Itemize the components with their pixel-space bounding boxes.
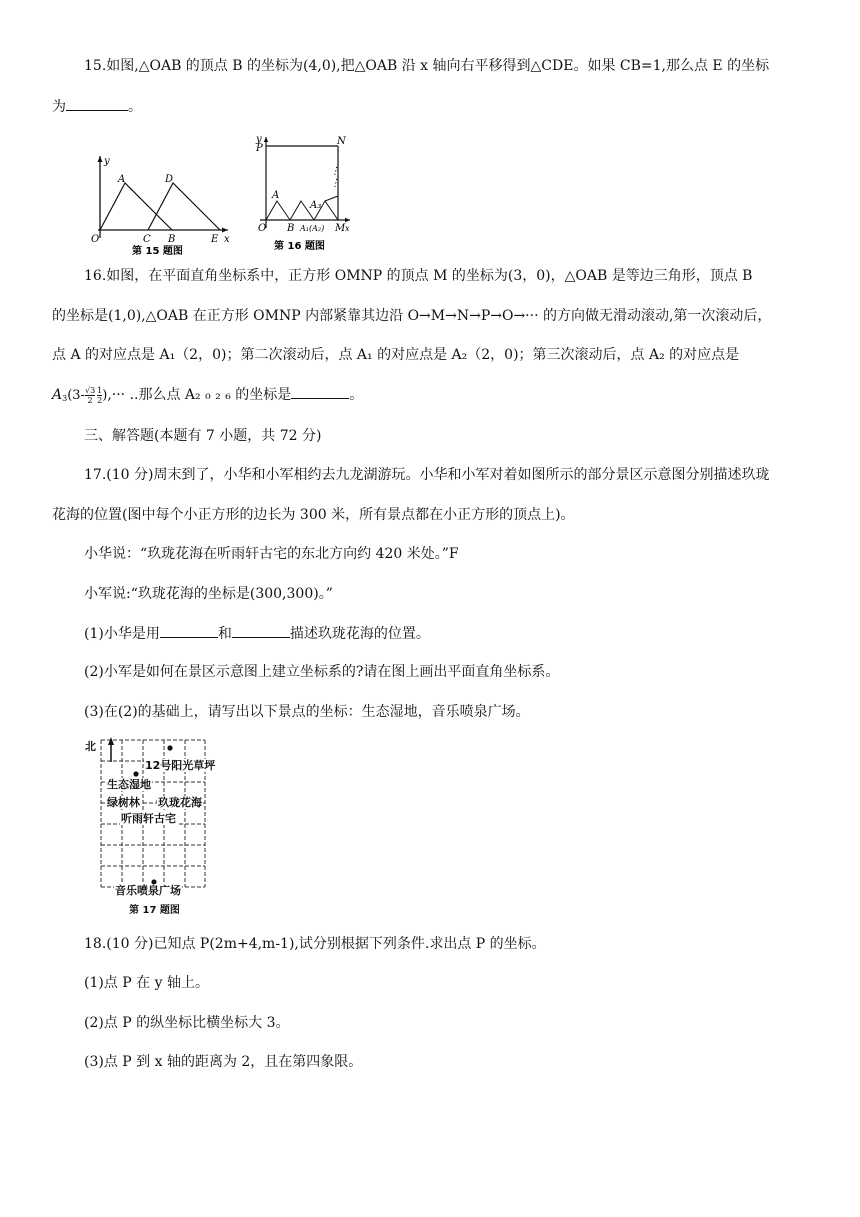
- fig17-label-wetland: 生态湿地: [107, 778, 151, 791]
- fig17-north-arrowhead: [108, 737, 114, 745]
- q16-line1: 16.如图，在平面直角坐标系中，正方形 OMNP 的顶点 M 的坐标为(3，0)，△OAB 是等边三角形，顶点 B: [84, 268, 753, 284]
- q15-line1: 15.如图,△OAB 的顶点 B 的坐标为(4,0),把△OAB 沿 x 轴向右平移得到△CDE。如果 CB=1,那么点 E 的坐标: [84, 58, 770, 74]
- q16-a3-sub: 3: [62, 394, 68, 403]
- q17-part1-prefix: (1)小华是用: [84, 626, 160, 642]
- q15-line2-prefix: 为: [52, 99, 66, 115]
- q17-line1: 17.(10 分)周末到了，小华和小军相约去九龙湖游玩。小华和小军对着如图所示的部分景区示意图分别描述玖珑: [84, 467, 770, 483]
- q17-part3: (3)在(2)的基础上，请写出以下景点的坐标：生态湿地，音乐喷泉广场。: [84, 704, 530, 720]
- q16-line2: 的坐标是(1,0),△OAB 在正方形 OMNP 内部紧靠其边沿 O→M→N→P→O→··· 的方向做无滑动滚动,第一次滚动后，: [52, 308, 772, 324]
- q18-part2: (2)点 P 的纵坐标比横坐标大 3。: [84, 1015, 290, 1031]
- fig15-label-e: E: [211, 234, 219, 245]
- fig17-label-house: 听雨轩古宅: [121, 812, 176, 825]
- fig16-dots-2: ⋮: [330, 178, 340, 189]
- fig17-label-lawn: 12号阳光草坪: [145, 759, 216, 772]
- figure-16: [252, 134, 352, 256]
- fig17-label-forest: 绿树林: [107, 796, 140, 809]
- q17-part1-blank-2[interactable]: [232, 623, 290, 638]
- fig15-label-a: A: [118, 174, 126, 185]
- fig17-point-lawn: [167, 745, 172, 750]
- fig16-label-x: x: [345, 224, 350, 233]
- fig16-x-arrow: [345, 218, 350, 222]
- fig15-label-c: C: [143, 234, 151, 245]
- fig16-label-m: M: [335, 223, 346, 234]
- q17-part2: (2)小军是如何在景区示意图上建立坐标系的?请在图上画出平面直角坐标系。: [84, 664, 560, 680]
- section-3-heading: 三、解答题(本题有 7 小题，共 72 分): [84, 428, 322, 444]
- q16-line3: 点 A 的对应点是 A₁（2，0)；第二次滚动后，点 A₁ 的对应点是 A₂（2，0)；第三次滚动后，点 A₂ 的对应点是: [52, 347, 740, 363]
- q17-part1-mid: 和: [217, 626, 232, 642]
- q16-frac-sqrt3-2: $\frac{√3}{2}$: [84, 385, 96, 405]
- q16-a3-letter: A: [52, 387, 63, 403]
- q18-part1: (1)点 P 在 y 轴上。: [84, 975, 209, 991]
- fig16-caption: 第 16 题图: [274, 241, 325, 252]
- fig15-caption: 第 15 题图: [132, 246, 183, 256]
- q17-line2: 花海的位置(图中每个小正方形的边长为 300 米，所有景点都在小正方形的顶点上)。: [52, 507, 575, 523]
- figure-15: [84, 148, 234, 256]
- fig15-x-arrow: [222, 228, 228, 233]
- q17-part1: [84, 623, 430, 644]
- fig16-label-o: O: [258, 223, 267, 234]
- fig16-label-n: N: [337, 136, 346, 147]
- fig15-label-x: x: [224, 234, 230, 245]
- fig15-y-arrow: [98, 156, 103, 162]
- q18-part3: (3)点 P 到 x 轴的距离为 2，且在第四象限。: [84, 1054, 363, 1070]
- fig16-label-b: B: [287, 223, 295, 234]
- fig16-label-a3: A₃: [310, 200, 322, 211]
- fig17-caption: 第 17 题图: [129, 905, 180, 916]
- q15-line2-suffix: 。: [128, 99, 142, 115]
- q16-line4: [52, 383, 363, 411]
- q16-line4-text: ,··· ..那么点 A₂ ₀ ₂ ₆ 的坐标是: [107, 387, 292, 403]
- q17-xiaojun-quote: 小军说:“玖珑花海的坐标是(300,300)。”: [84, 586, 333, 602]
- q17-part1-blank-1[interactable]: [160, 623, 218, 638]
- q16-answer-blank[interactable]: [291, 384, 349, 399]
- fig17-label-fountain: 音乐喷泉广场: [115, 884, 181, 897]
- fig16-label-a: A: [272, 190, 280, 201]
- fig16-y-arrow: [264, 137, 268, 142]
- q15-line2: [52, 96, 142, 117]
- q16-line4-end: 。: [349, 387, 364, 403]
- fig16-label-a1a2: A₁(A₂): [300, 224, 325, 233]
- fig17-point-wetland: [133, 771, 138, 776]
- fig15-label-d: D: [165, 174, 174, 185]
- fig15-label-b: B: [168, 234, 176, 245]
- fig15-triangle-cde: [148, 183, 220, 230]
- fig16-triangle-1: [266, 201, 290, 220]
- fig16-label-y: y: [256, 134, 262, 145]
- q16-paren-open: (3-: [67, 388, 85, 403]
- q16-frac-1-2: $\frac{1}{2}$: [97, 385, 103, 405]
- q15-answer-blank[interactable]: [66, 96, 128, 111]
- fig17-label-flower: 玖珑花海: [158, 796, 202, 809]
- q18-line1: 18.(10 分)已知点 P(2m+4,m-1),试分别根据下列条件.求出点 P 的坐标。: [84, 936, 546, 952]
- fig15-label-y: y: [104, 156, 110, 167]
- q17-xiaohua-quote: 小华说：“玖珑花海在听雨轩古宅的东北方向约 420 米处。”F: [84, 546, 459, 562]
- figure-17: [84, 734, 224, 920]
- fig15-label-o: O: [91, 234, 100, 245]
- fig16-dots: ⋮: [330, 166, 340, 177]
- fig15-triangle-oab: [100, 183, 172, 230]
- fig17-label-north: 北: [85, 740, 96, 753]
- q16-paren-close: ): [102, 388, 108, 403]
- q17-part1-suffix: 描述玖珑花海的位置。: [289, 626, 430, 642]
- fig16-label-p: P: [256, 143, 263, 154]
